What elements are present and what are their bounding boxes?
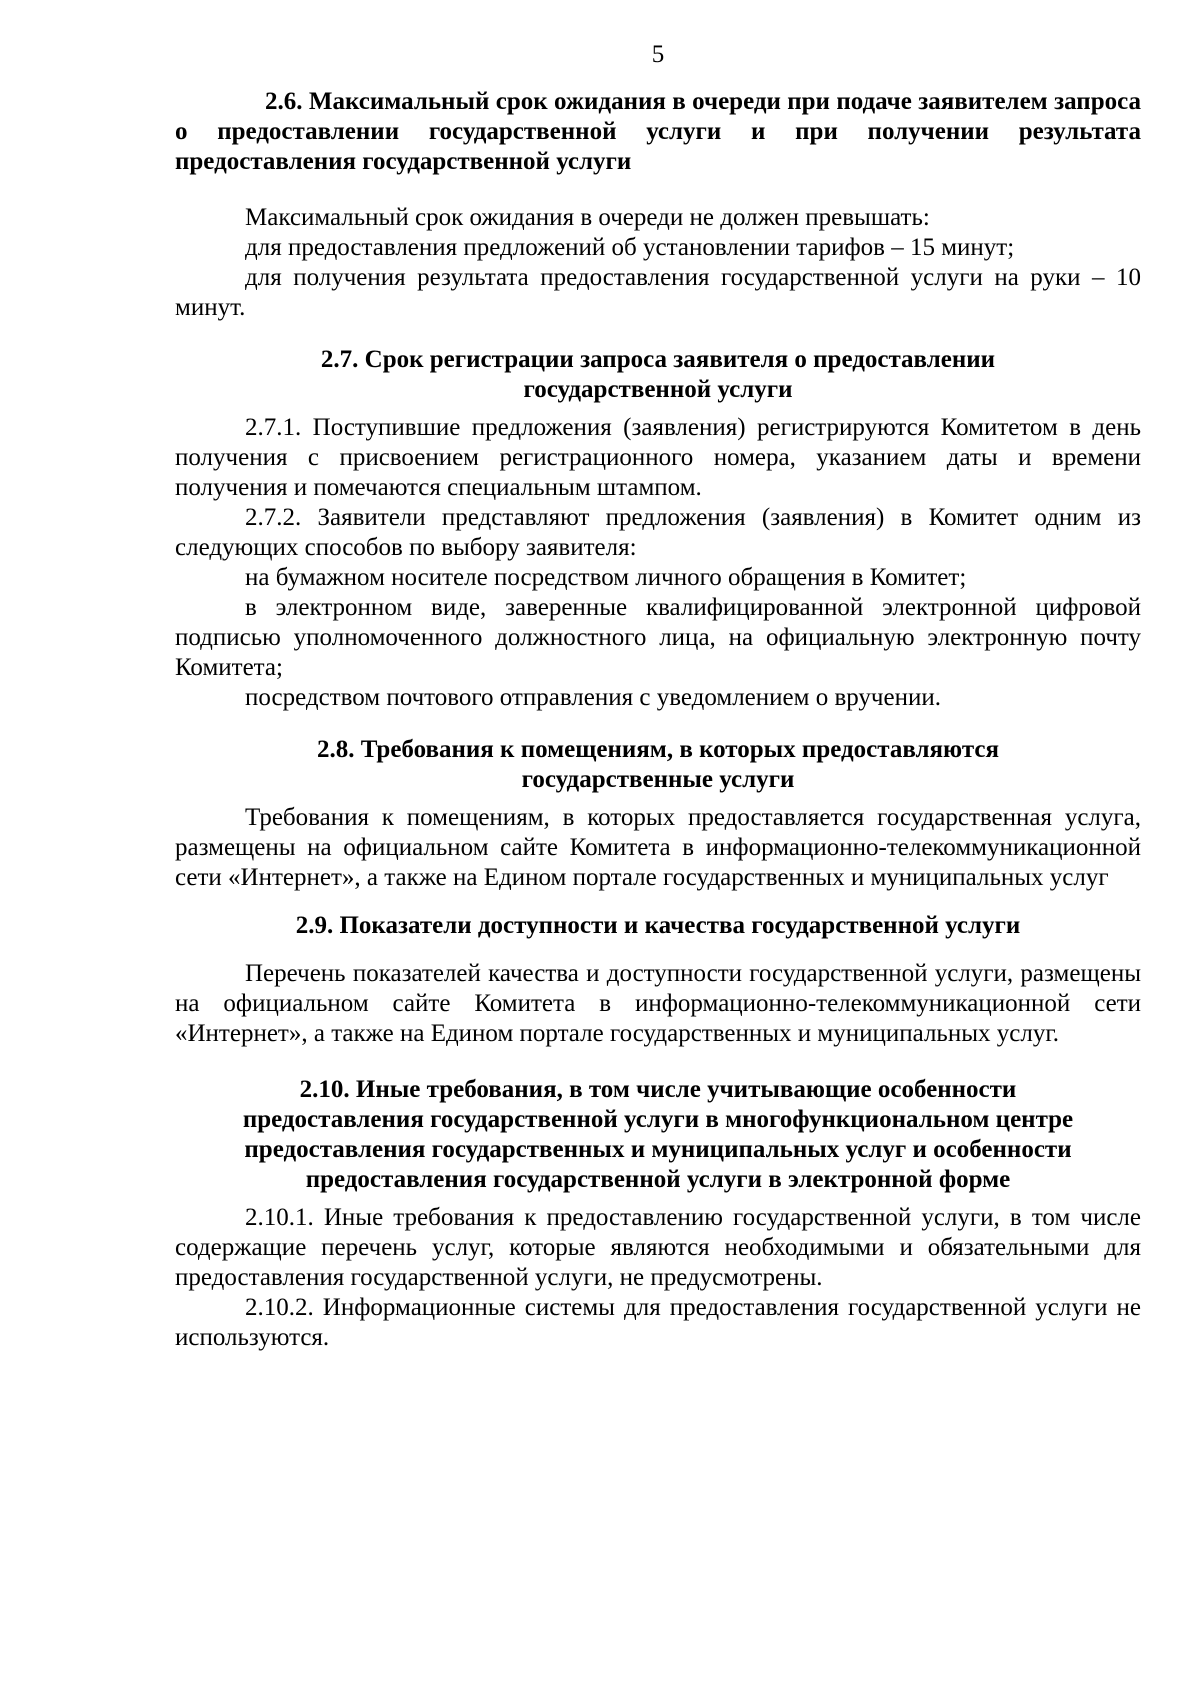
paragraph: Перечень показателей качества и доступности государственной услуги, размещены на официальном сайте Комитета в информационно-телекоммуникационной сети «Интернет», а также на Едином портале государственных и муниципальных услуг. [175,960,1141,1047]
paragraph: на бумажном носителе посредством личного обращения в Комитет; [245,564,967,591]
paragraph: в электронном виде, заверенные квалифицированной электронной цифровой подписью уполномоченного должностного лица, на официальную электронную почту Комитета; [175,594,1141,681]
section-heading: 2.10. Иные требования, в том числе учитывающие особенности [299,1076,1017,1103]
paragraph: посредством почтового отправления с уведомлением о вручении. [245,684,941,711]
paragraph: для предоставления предложений об установлении тарифов – 15 минут; [245,234,1015,261]
paragraph: 2.10.1. Иные требования к предоставлению государственной услуги, в том числе содержащие перечень услуг, которые являются необходимыми и обязательными для предоставления государственной услуги, не предусмотрены. [175,1204,1141,1291]
section-2-6 [175,87,1141,323]
section-heading: государственные услуги [521,766,795,793]
section-heading: предоставления государственных и муниципальных услуг и особенности [244,1136,1072,1163]
page-number: 5 [651,41,665,68]
section-heading: предоставления государственной услуги в многофункциональном центре [242,1106,1074,1133]
section-heading: государственной услуги [523,376,793,403]
document-page [175,40,1141,1353]
paragraph: 2.7.2. Заявители представляют предложения (заявления) в Комитет одним из следующих способов по выбору заявителя: [175,504,1141,561]
paragraph: Требования к помещениям, в которых предоставляется государственная услуга, размещены на официальном сайте Комитета в информационно-телекоммуникационной сети «Интернет», а также на Едином портале государственных и муниципальных услуг [175,804,1141,891]
paragraph: 2.10.2. Информационные системы для предоставления государственной услуги не используются. [175,1294,1141,1351]
section-heading: 2.8. Требования к помещениям, в которых предоставляются [316,736,1000,763]
section-2-7 [175,345,1141,713]
paragraph: 2.7.1. Поступившие предложения (заявления) регистрируются Комитетом в день получения с присвоением регистрационного номера, указанием даты и времени получения и помечаются специальным штампом. [175,414,1141,501]
paragraph: для получения результата предоставления государственной услуги на руки – 10 минут. [175,264,1141,321]
section-heading: предоставления государственной услуги в электронной форме [305,1166,1011,1193]
paragraph: Максимальный срок ожидания в очереди не должен превышать: [245,204,930,231]
section-2-9 [175,911,1141,1049]
section-heading: 2.6. Максимальный срок ожидания в очереди при подаче заявителем запроса о предоставлении государственной услуги и при получении результата предоставления государственной услуги [175,88,1141,175]
section-2-10 [175,1075,1141,1353]
section-heading: 2.9. Показатели доступности и качества государственной услуги [295,912,1021,939]
section-heading: 2.7. Срок регистрации запроса заявителя о предоставлении [320,346,996,373]
section-2-8 [175,735,1141,893]
